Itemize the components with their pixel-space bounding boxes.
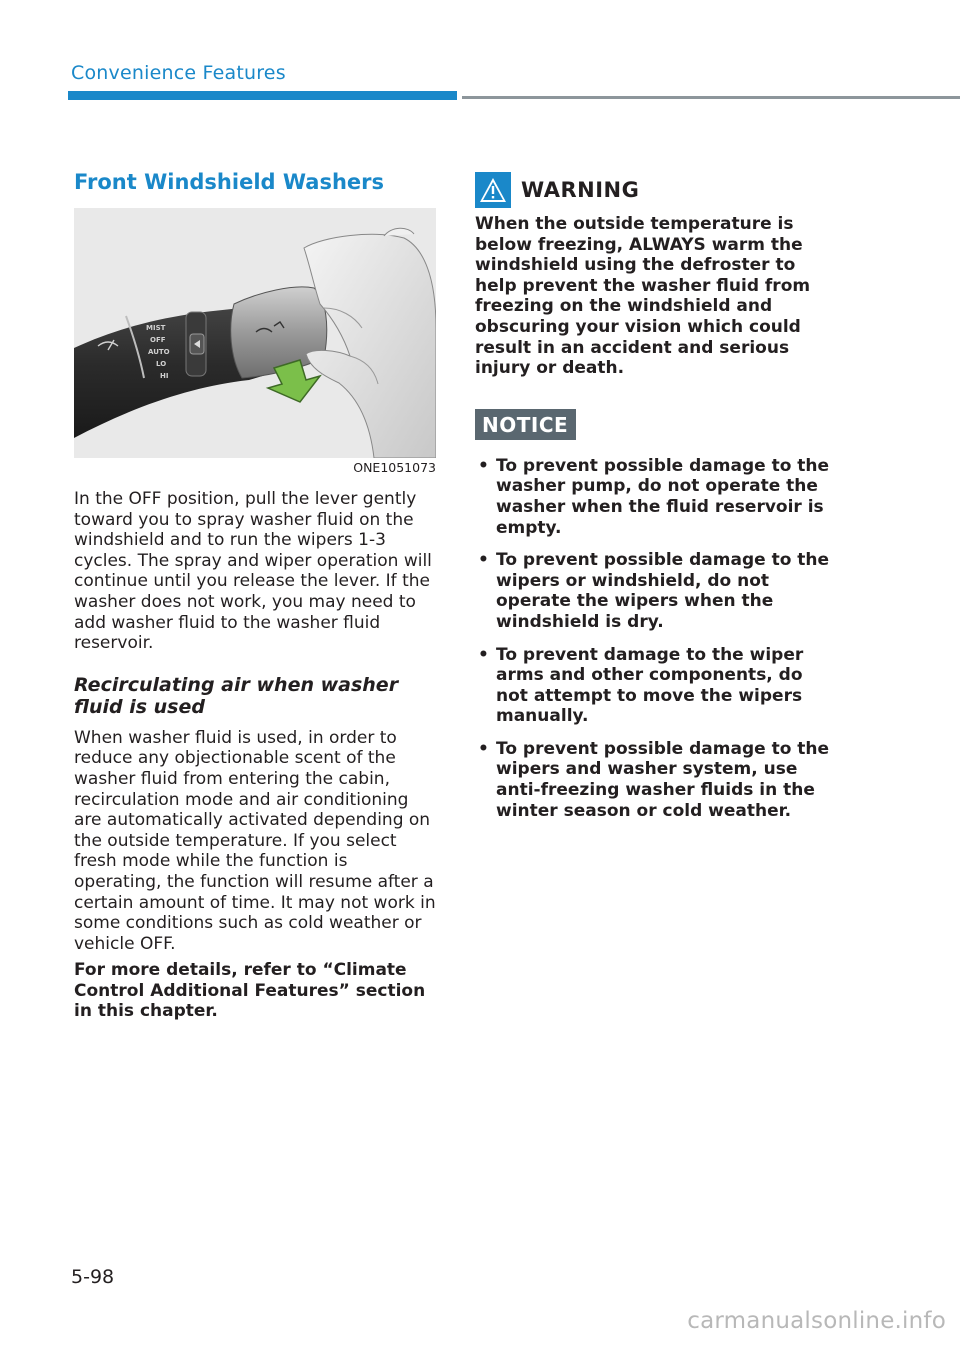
lever-label-hi: HI <box>160 372 169 380</box>
notice-item-text: To prevent damage to the wiper arms and other components, do not attempt to move the wipers manually. <box>496 644 804 727</box>
notice-item <box>475 456 837 538</box>
lever-label-auto: AUTO <box>148 348 170 356</box>
notice-item-text: To prevent possible damage to the wipers or windshield, do not operate the wipers when the windshield is dry. <box>496 550 830 632</box>
watermark: carmanualsonline.info <box>687 1308 946 1334</box>
warning-heading <box>475 170 837 210</box>
left-column <box>74 170 436 1022</box>
wiper-lever-illustration <box>74 208 436 458</box>
bullet-icon: • <box>478 550 489 571</box>
right-column <box>475 170 837 833</box>
lever-label-off: OFF <box>150 336 166 344</box>
notice-item <box>475 739 837 821</box>
bullet-icon: • <box>478 644 489 665</box>
paragraph-recirculation: When washer fluid is used, in order to reduce any objectionable scent of the washer fluid from entering the cabin, recirculation mode and air conditioning are automatically activated depending on the outside temperature. If you select fresh mode while the function is operating, the function will resume after a certain amount of time. It may not work in some conditions such as cold weather or vehicle OFF. <box>74 727 436 954</box>
section-header: Convenience Features <box>71 62 286 84</box>
paragraph-reference: For more details, refer to “Climate Control Additional Features” section in this chapter. <box>74 960 426 1022</box>
warning-triangle-icon <box>475 172 511 208</box>
subsection-heading: Recirculating air when washer fluid is used <box>74 673 399 718</box>
notice-item-text: To prevent possible damage to the wipers and washer system, use anti-freezing washer fluids in the winter season or cold weather. <box>496 738 830 821</box>
notice-item-text: To prevent possible damage to the washer pump, do not operate the washer when the fluid reservoir is empty. <box>496 455 830 538</box>
page-number: 5-98 <box>71 1266 115 1288</box>
figure-code: ONE1051073 <box>353 460 436 475</box>
warning-text: When the outside temperature is below freezing, ALWAYS warm the windshield using the defroster to help prevent the washer fluid from freezing on the windshield and obscuring your vision which could result in an accident and serious injury or death. <box>475 214 811 379</box>
notice-item <box>475 645 837 727</box>
bullet-icon: • <box>478 455 489 476</box>
notice-item <box>475 550 837 632</box>
lever-label-lo: LO <box>156 360 167 368</box>
section-heading: Front Windshield Washers <box>74 170 384 194</box>
bullet-icon: • <box>478 738 489 759</box>
notice-badge: NOTICE <box>475 409 576 440</box>
lever-label-mist: MIST <box>146 324 166 332</box>
warning-title: WARNING <box>521 178 640 202</box>
wiper-lever-figure <box>74 208 436 458</box>
header-rule-accent <box>68 91 457 100</box>
notice-list <box>475 456 837 822</box>
paragraph-washer-operation: In the OFF position, pull the lever gently toward you to spray washer fluid on the windshield and to run the wipers 1-3 cycles. The spray and wiper operation will continue until you release the lever. If the washer does not work, you may need to add washer fluid to the washer fluid reservoir. <box>74 489 432 654</box>
header-rule-grey <box>462 96 960 99</box>
